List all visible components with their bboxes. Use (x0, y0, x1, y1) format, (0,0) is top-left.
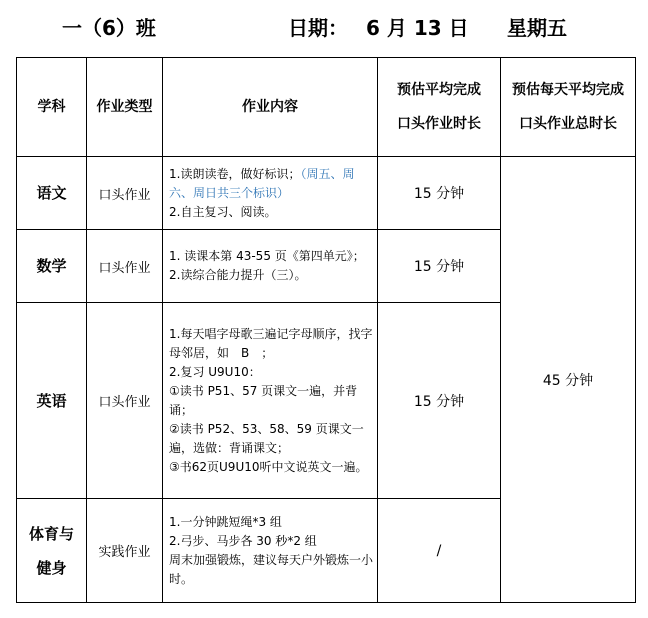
col-header-total-time-line1: 预估每天平均完成 (512, 82, 624, 98)
col-header-type: 作业类型 (87, 58, 163, 157)
subject-line2: 健身 (36, 558, 67, 577)
content-line: 周末加强锻炼，建议每天户外锻炼一小时。 (169, 552, 374, 586)
type-cell: 口头作业 (87, 157, 163, 230)
content-line: 1.一分钟跳短绳*3 组 (169, 514, 282, 529)
content-cell (163, 303, 378, 499)
col-header-subject: 学科 (17, 58, 87, 157)
col-header-content: 作业内容 (163, 58, 378, 157)
table-row-chinese (17, 157, 636, 230)
type-cell: 实践作业 (87, 499, 163, 603)
subject-cell (17, 499, 87, 603)
content-line: 2.复习 U9U10： (169, 364, 261, 379)
col-header-avg-time-line2: 口头作业时长 (397, 116, 481, 132)
content-text: 1.读朗读卷，做好标识； (169, 166, 301, 181)
avg-time-cell: / (378, 499, 501, 603)
subject-cell: 英语 (17, 303, 87, 499)
page-title (0, 12, 648, 44)
content-line: 2.读综合能力提升（三）。 (169, 268, 307, 282)
col-header-total-time-line2: 口头作业总时长 (519, 116, 617, 132)
date-value: 6 月 13 日 (366, 16, 469, 40)
col-header-total-time (501, 58, 636, 157)
subject-cell: 数学 (17, 230, 87, 303)
content-cell (163, 499, 378, 603)
subject-line1: 体育与 (28, 524, 74, 543)
content-line: 1.每天唱字母歌三遍记字母顺序，找字母邻居，如 B ； (169, 326, 373, 360)
content-line: ①读书 P51、57 页课文一遍，并背诵； (169, 383, 358, 417)
date-label: 日期： (288, 16, 348, 40)
content-cell (163, 230, 378, 303)
subject-cell: 语文 (17, 157, 87, 230)
total-time-cell: 45 分钟 (501, 157, 636, 603)
content-highlight: （周五、周六、周日共三个标识） (169, 166, 355, 200)
col-header-avg-time (378, 58, 501, 157)
avg-time-cell: 15 分钟 (378, 230, 501, 303)
content-line: 2.弓步、马步各 30 秒*2 组 (169, 533, 317, 548)
content-line: ③书62页U9U10听中文说英文一遍。 (169, 459, 368, 474)
avg-time-cell: 15 分钟 (378, 303, 501, 499)
content-line: ②读书 P52、53、58、59 页课文一遍，选做：背诵课文； (169, 421, 364, 455)
avg-time-cell: 15 分钟 (378, 157, 501, 230)
class-name: 一（6）班 (62, 16, 156, 40)
content-cell (163, 157, 378, 230)
content-line: 2.自主复习、阅读。 (169, 204, 277, 219)
content-line: 1. 读课本第 43-55 页《第四单元》； (169, 249, 365, 263)
weekday: 星期五 (507, 16, 567, 40)
type-cell: 口头作业 (87, 303, 163, 499)
col-header-avg-time-line1: 预估平均完成 (397, 82, 481, 98)
content-line (169, 165, 373, 203)
type-cell: 口头作业 (87, 230, 163, 303)
table-header-row (17, 58, 636, 157)
homework-table (16, 57, 636, 603)
